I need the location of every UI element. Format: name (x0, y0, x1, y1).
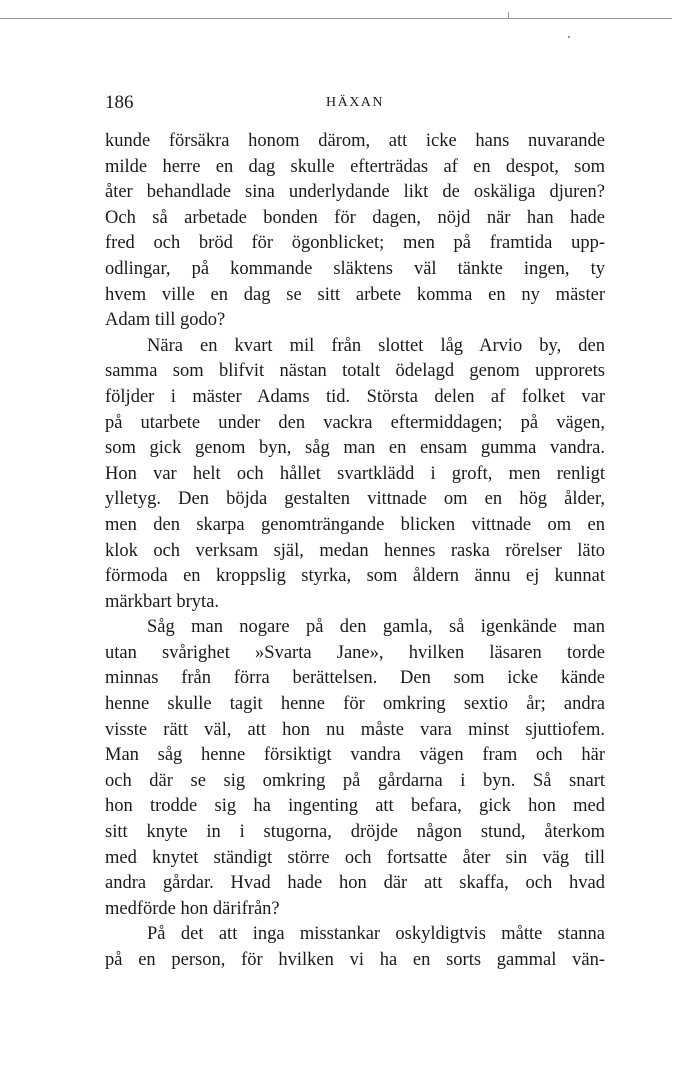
text-line: Man såg henne försiktigt vandra vägen fram och här (105, 745, 605, 766)
text-line: med knytet ständigt större och fortsatte åter sin väg till (105, 847, 605, 868)
text-line: minnas från förra berättelsen. Den som icke kände (105, 668, 605, 689)
text-line: kunde försäkra honom därom, att icke hans nuvarande (105, 131, 605, 151)
text-line: på en person, för hvilken vi ha en sorts gammal vän- (105, 950, 605, 970)
top-rule (0, 18, 672, 19)
text-line: milde herre en dag skulle efterträdas af en despot, som (105, 156, 605, 177)
text-line: henne skulle tagit henne för omkring sextio år; andra (105, 694, 605, 715)
text-line: klok och verksam själ, medan hennes raska rörelser läto (105, 540, 605, 561)
page-header (105, 92, 605, 116)
text-line: förmoda en kroppslig styrka, som åldern ännu ej kunnat (105, 566, 605, 587)
text-line: på utarbete under den vackra eftermiddagen; på vägen, (105, 412, 605, 433)
text-line: På det att inga misstankar oskyldigtvis måtte stanna (147, 924, 605, 945)
rule-tick (508, 12, 509, 19)
text-line: Hon var helt och hållet svartklädd i groft, men renligt (105, 463, 605, 484)
text-line: och där se sig omkring på gårdarna i byn. Så snart (105, 770, 605, 791)
text-line: Nära en kvart mil från slottet låg Arvio by, den (147, 335, 605, 356)
text-line: samma som blifvit nästan totalt ödelagd genom upprorets (105, 361, 605, 382)
text-line: hon trodde sig ha ingenting att befara, gick hon med (105, 796, 605, 817)
text-line: ylletyg. Den böjda gestalten vittnade om en hög ålder, (105, 489, 605, 510)
text-line: hvem ville en dag se sitt arbete komma en ny mäster (105, 284, 605, 305)
text-line: andra gårdar. Hvad hade hon där att skaffa, och hvad (105, 873, 605, 894)
text-line: Och så arbetade bonden för dagen, nöjd när han hade (105, 207, 605, 228)
page-number: 186 (105, 92, 134, 113)
text-line: märkbart bryta. (105, 591, 220, 612)
text-line: följder i mäster Adams tid. Största delen af folket var (105, 386, 605, 407)
text-line: åter behandlade sina underlydande likt de oskäliga djuren? (105, 182, 605, 203)
text-line: fred och bröd för ögonblicket; men på framtida upp- (105, 233, 605, 254)
text-line: men den skarpa genomträngande blicken vittnade om en (105, 514, 605, 535)
text-line: medförde hon därifrån? (105, 898, 280, 919)
print-speck (568, 36, 570, 38)
text-line: Adam till godo? (105, 310, 226, 331)
text-line: odlingar, på kommande släktens väl tänkte ingen, ty (105, 258, 605, 279)
text-line: Såg man nogare på den gamla, så igenkände man (147, 617, 605, 638)
text-line: utan svårighet »Svarta Jane», hvilken läsaren torde (105, 642, 605, 663)
text-line: visste rätt väl, att hon nu måste vara minst sjuttiofem. (105, 719, 605, 740)
body-text (105, 129, 605, 974)
text-line: sitt knyte in i stugorna, dröjde någon stund, återkom (105, 822, 605, 843)
text-line: som gick genom byn, såg man en ensam gumma vandra. (105, 438, 605, 459)
running-title: HÄXAN (325, 95, 385, 110)
